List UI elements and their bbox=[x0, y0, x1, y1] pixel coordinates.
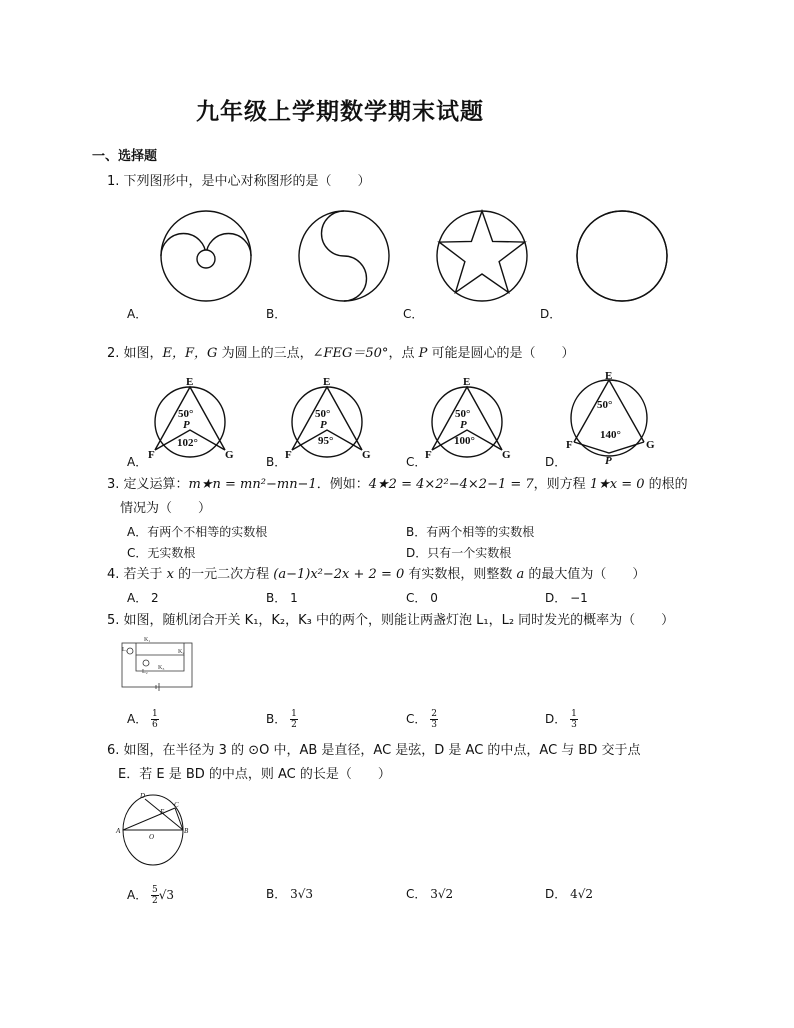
q1-option-b: B． bbox=[266, 307, 287, 321]
q5-option-d-den: 3 bbox=[571, 720, 577, 730]
circuit-label-l2: L₂ bbox=[142, 669, 148, 675]
q4-equation: (a−1)x²−2x + 2 = 0 bbox=[273, 567, 405, 582]
q4-var-a: a bbox=[516, 567, 525, 582]
q6-label-c: C bbox=[174, 801, 179, 809]
question-5-text: 5. 如图，随机闭合开关 K₁，K₂，K₃ 中的两个，则能让两盏灯泡 L₁，L₂ 同时发光的概率为（ ） bbox=[107, 613, 675, 628]
q4-option-d bbox=[545, 589, 588, 606]
q1-option-c: C． bbox=[403, 307, 424, 321]
q2-option-d: D． bbox=[545, 455, 567, 469]
q2d-label-f: F bbox=[566, 439, 573, 451]
q6-option-d-label: D． bbox=[545, 887, 567, 901]
q2b-label-p: P bbox=[320, 419, 327, 431]
question-3-line-2: 情况为（ ） bbox=[120, 501, 212, 516]
q6-label-a: A bbox=[116, 827, 121, 835]
q5-option-d-num: 1 bbox=[571, 709, 577, 719]
q2c-label-top-angle: 50° bbox=[455, 408, 471, 420]
q3-option-a: A．有两个不相等的实数根 bbox=[127, 525, 268, 539]
q4-option-d-label: D． bbox=[545, 591, 567, 605]
q5-option-b bbox=[266, 709, 298, 730]
question-6-line-1: 6. 如图，在半径为 3 的 ⊙O 中，AB 是直径，AC 是弦，D 是 AC 的中点，AC 与 BD 交于点 bbox=[107, 743, 641, 758]
q2-option-a: A． bbox=[127, 455, 148, 469]
q5-option-a bbox=[127, 709, 159, 730]
q2-points: E，F，G bbox=[162, 346, 218, 361]
q5-option-b-den: 2 bbox=[291, 720, 297, 730]
q1-option-d: D． bbox=[540, 307, 562, 321]
q6-option-a bbox=[127, 885, 174, 906]
section-heading: 一、选择题 bbox=[92, 149, 158, 164]
circuit-label-k2: K₂ bbox=[178, 649, 185, 655]
q6-label-e: E bbox=[160, 808, 165, 816]
q5-option-a-num: 1 bbox=[152, 709, 158, 719]
q6-option-c-value: 3√2 bbox=[430, 887, 454, 901]
q3-definition: m★n = mn²−mn−1 bbox=[188, 477, 317, 492]
q6-option-a-den: 2 bbox=[152, 896, 158, 906]
q2-option-c: C． bbox=[406, 455, 427, 469]
page-title: 九年级上学期数学期末试题 bbox=[196, 99, 484, 125]
q4-option-a bbox=[127, 589, 159, 606]
q2a-label-p: P bbox=[183, 419, 190, 431]
q6-option-d-value: 4√2 bbox=[570, 887, 593, 901]
q4-option-c-label: C． bbox=[406, 591, 427, 605]
q4-option-c-value: 0 bbox=[430, 591, 438, 605]
q6-option-b-label: B． bbox=[266, 887, 287, 901]
q6-option-a-num: 5 bbox=[152, 885, 158, 895]
q5-option-a-fraction bbox=[151, 709, 159, 730]
q6-label-b: B bbox=[184, 827, 189, 835]
q2c-label-f: F bbox=[425, 449, 432, 461]
question-1-figures bbox=[150, 200, 690, 310]
q2-suffix: 可能是圆心的是（ ） bbox=[427, 346, 575, 361]
question-6-line-2: E．若 E 是 BD 的中点，则 AC 的长是（ ） bbox=[118, 767, 391, 782]
q5-option-b-fraction bbox=[290, 709, 298, 730]
figure-c-circle bbox=[437, 211, 527, 301]
q6-label-o: O bbox=[149, 833, 155, 841]
q2b-label-e: E bbox=[323, 376, 331, 388]
q2d-label-e: E bbox=[605, 370, 613, 382]
q2c-label-g: G bbox=[502, 449, 511, 461]
q2d-label-p: P bbox=[605, 455, 612, 467]
q6-option-a-fraction bbox=[151, 885, 159, 906]
q4-option-c bbox=[406, 589, 438, 606]
question-1-text: 1. 下列图形中，是中心对称图形的是（ ） bbox=[107, 174, 371, 189]
q4-var-x: x bbox=[166, 567, 175, 582]
q2b-label-top-angle: 50° bbox=[315, 408, 331, 420]
q2a-label-f: F bbox=[148, 449, 155, 461]
q5-option-a-label: A． bbox=[127, 712, 148, 726]
question-3-line-1 bbox=[107, 476, 688, 494]
q5-option-c-label: C． bbox=[406, 712, 427, 726]
q2a-label-top-angle: 50° bbox=[178, 408, 194, 420]
circuit-label-k3: K₃ bbox=[158, 665, 165, 671]
q4-mid: 的一元二次方程 bbox=[174, 567, 274, 582]
q3-option-c: C．无实数根 bbox=[127, 546, 196, 560]
q3-equation: 1★x = 0 bbox=[589, 477, 645, 492]
q5-option-c-num: 2 bbox=[431, 709, 437, 719]
q3-part-d: 的根的 bbox=[644, 477, 688, 492]
q3-part-b: ．例如： bbox=[316, 477, 369, 492]
q5-option-d-label: D． bbox=[545, 712, 567, 726]
q2c-label-p: P bbox=[460, 419, 467, 431]
q4-suffix: 的最大值为（ ） bbox=[524, 567, 646, 582]
q6-option-b bbox=[266, 885, 313, 902]
question-5-circuit bbox=[118, 633, 198, 691]
q4-option-b bbox=[266, 589, 298, 606]
q6-option-c bbox=[406, 885, 453, 902]
q5-option-b-num: 1 bbox=[291, 709, 297, 719]
q3-option-b: B．有两个相等的实数根 bbox=[406, 525, 535, 539]
q3-part-a: 3. 定义运算： bbox=[107, 477, 189, 492]
question-2-text bbox=[107, 345, 574, 363]
q5-option-c bbox=[406, 709, 438, 730]
q2a-label-e: E bbox=[186, 376, 194, 388]
figure-b-s-curve bbox=[322, 211, 367, 301]
q6-option-a-radical: √3 bbox=[158, 888, 175, 902]
q2c-label-angle: 100° bbox=[454, 435, 475, 447]
figure-d-petal-3 bbox=[583, 279, 661, 302]
q2d-label-angle: 140° bbox=[600, 429, 621, 441]
q2-point-p: P bbox=[418, 346, 428, 361]
q2b-label-g: G bbox=[362, 449, 371, 461]
q5-option-c-den: 3 bbox=[431, 720, 437, 730]
q2a-label-g: G bbox=[225, 449, 234, 461]
q2b-label-f: F bbox=[285, 449, 292, 461]
circuit-label-l1: L₁ bbox=[122, 647, 128, 653]
q4-option-b-label: B． bbox=[266, 591, 287, 605]
q2-mid2: ，点 bbox=[388, 346, 419, 361]
q2d-label-g: G bbox=[646, 439, 655, 451]
q4-option-b-value: 1 bbox=[290, 591, 298, 605]
figure-a-small-circle bbox=[197, 250, 215, 268]
q4-mid2: 有实数根，则整数 bbox=[404, 567, 517, 582]
q5-option-d-fraction bbox=[570, 709, 578, 730]
q2-option-b: B． bbox=[266, 455, 287, 469]
q5-option-d bbox=[545, 709, 578, 730]
q3-example: 4★2 = 4×2²−4×2−1 = 7 bbox=[368, 477, 534, 492]
q6-option-c-label: C． bbox=[406, 887, 427, 901]
q6-label-d: D bbox=[140, 792, 146, 800]
q2b-label-angle: 95° bbox=[318, 435, 334, 447]
q6-option-d bbox=[545, 885, 593, 902]
q2-angle-expr: ∠FEG＝50° bbox=[312, 346, 389, 361]
q5-option-b-label: B． bbox=[266, 712, 287, 726]
q3-option-d: D．只有一个实数根 bbox=[406, 546, 512, 560]
figure-d-petal-2 bbox=[622, 211, 667, 279]
question-6-figure bbox=[115, 790, 195, 870]
q4-option-a-label: A． bbox=[127, 591, 148, 605]
circuit-label-k1: K₁ bbox=[144, 637, 151, 643]
q2-mid: 为圆上的三点， bbox=[217, 346, 313, 361]
q5-option-c-fraction bbox=[430, 709, 438, 730]
q1-option-a: A． bbox=[127, 307, 148, 321]
q2a-label-angle: 102° bbox=[177, 437, 198, 449]
q4-option-d-value: −1 bbox=[570, 591, 588, 605]
q2c-label-e: E bbox=[463, 376, 471, 388]
q4-prefix: 4. 若关于 bbox=[107, 567, 167, 582]
q4-option-a-value: 2 bbox=[151, 591, 159, 605]
q6-option-a-label: A． bbox=[127, 888, 148, 902]
figure-d-petal-1 bbox=[577, 211, 622, 279]
q2-prefix: 2. 如图， bbox=[107, 346, 163, 361]
q2d-label-top-angle: 50° bbox=[597, 399, 613, 411]
q6-option-b-value: 3√3 bbox=[290, 887, 313, 901]
q5-option-a-den: 6 bbox=[152, 720, 158, 730]
question-4-text bbox=[107, 566, 645, 584]
q3-part-c: ，则方程 bbox=[533, 477, 590, 492]
